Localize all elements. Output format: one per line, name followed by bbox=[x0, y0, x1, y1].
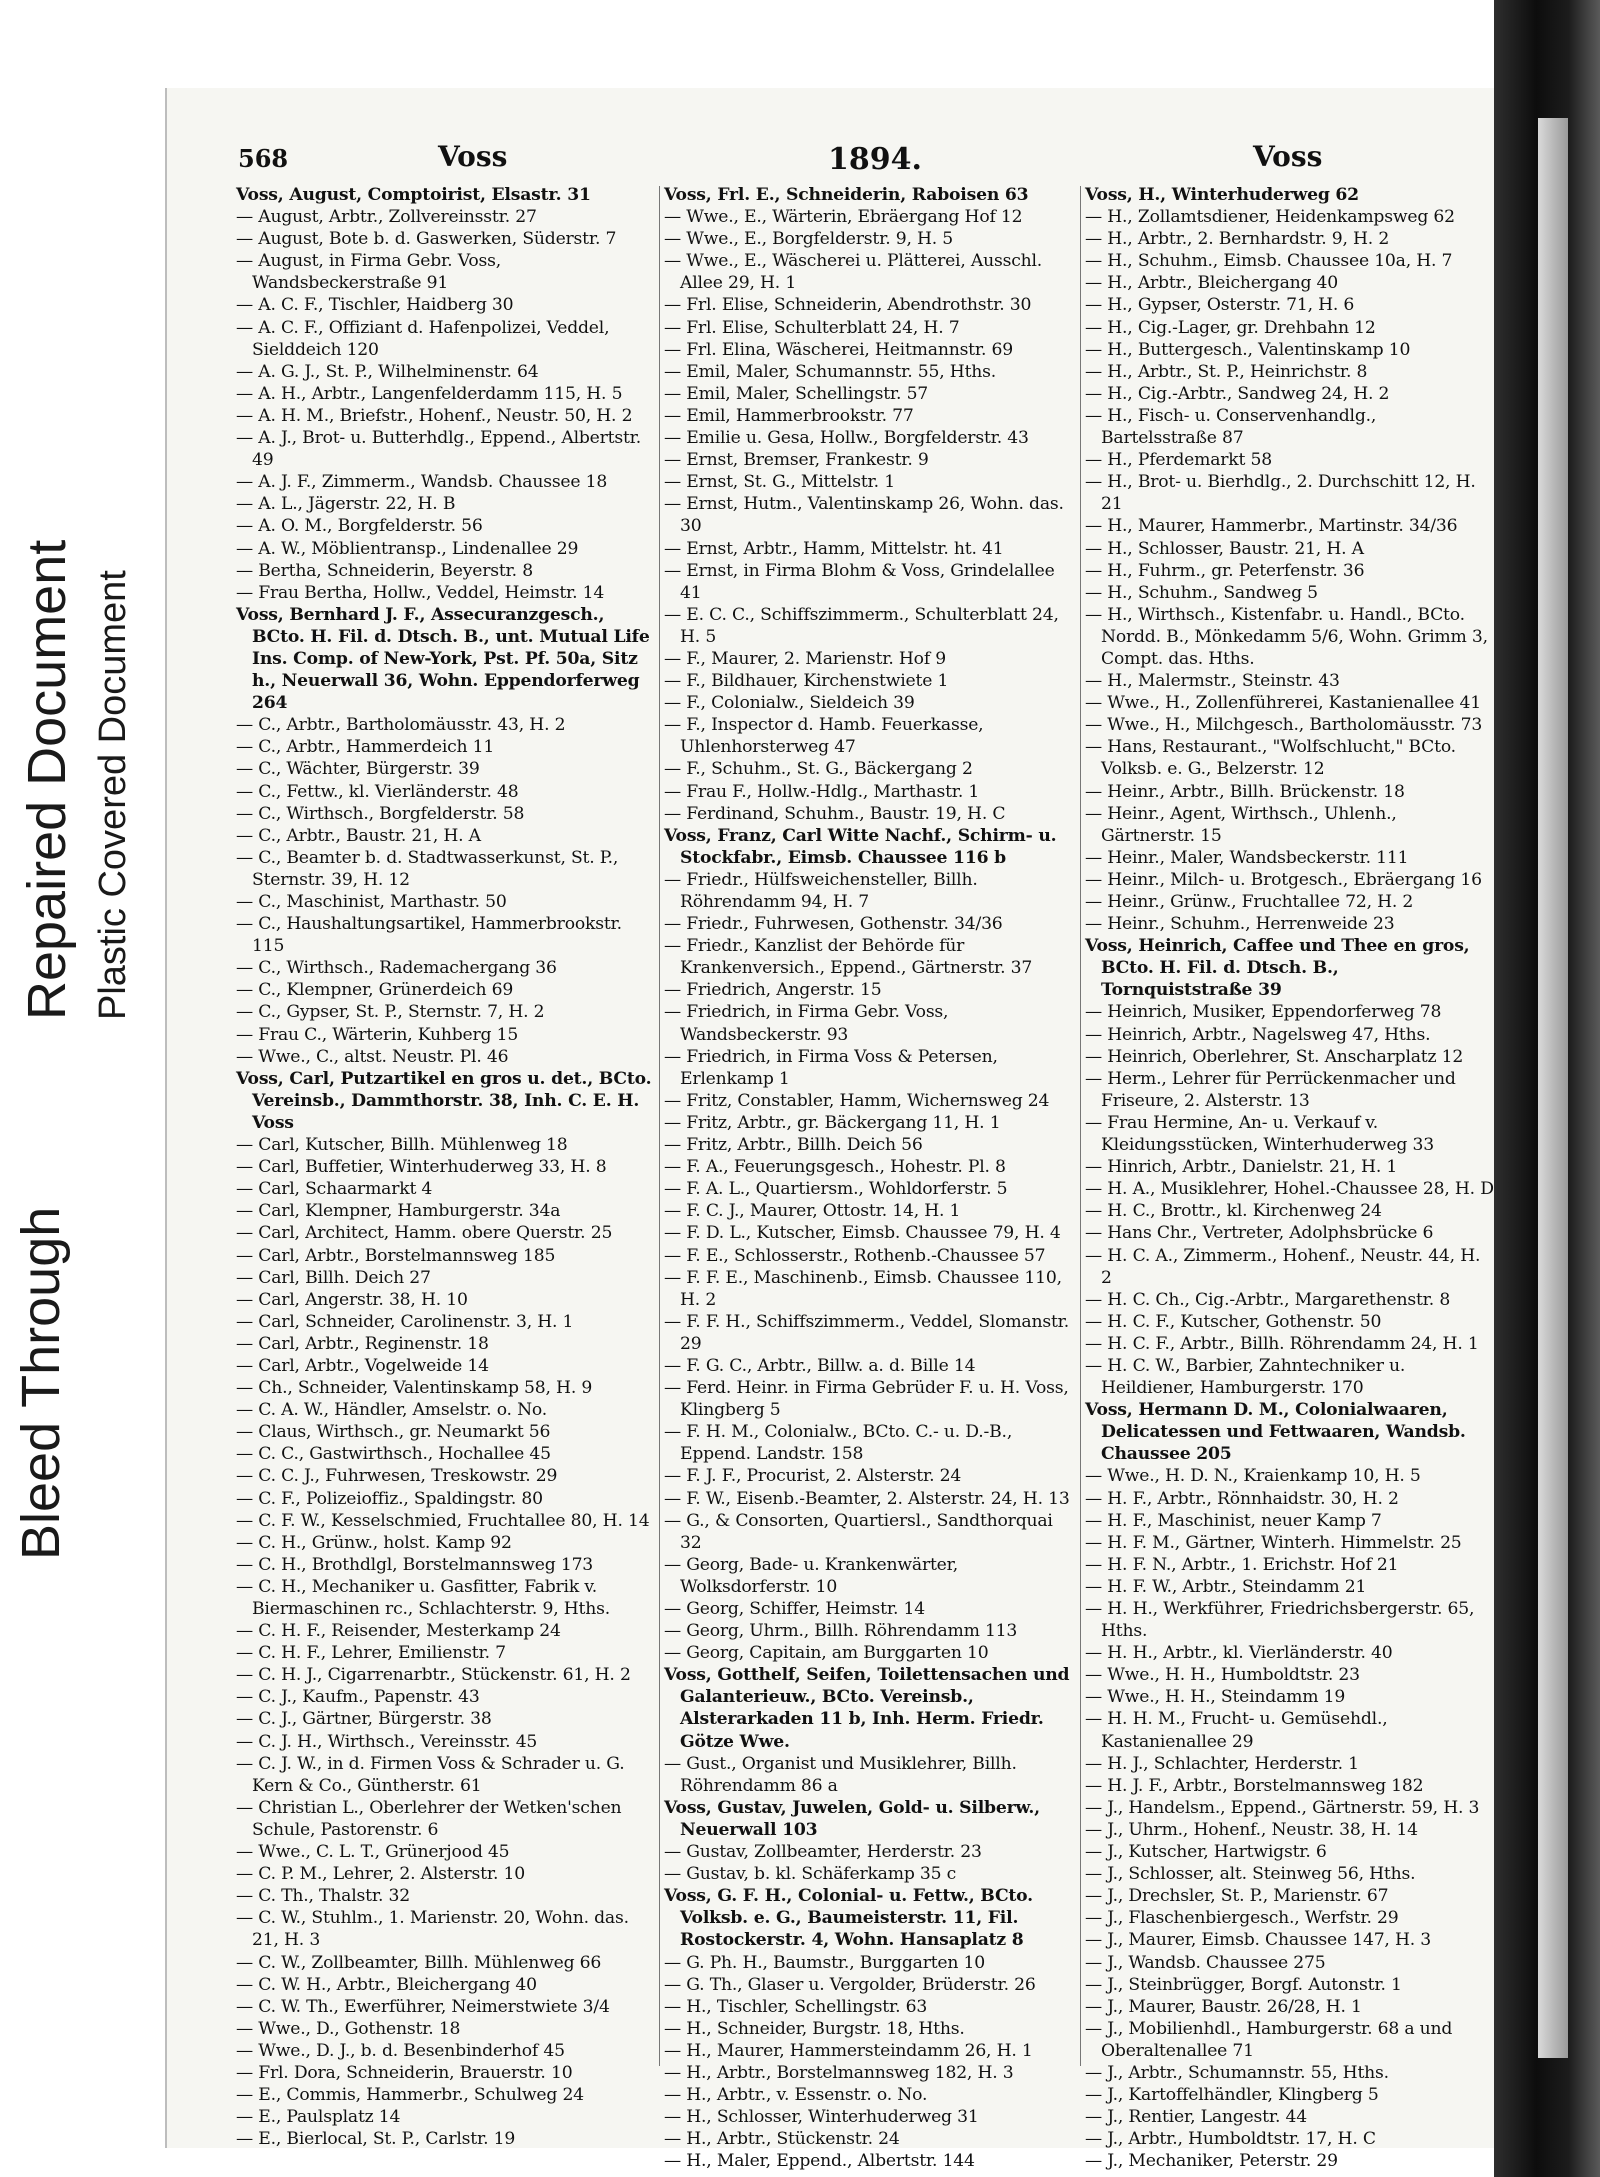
directory-entry: — Carl, Arbtr., Reginenstr. 18 bbox=[236, 1333, 489, 1354]
directory-entry: — J., Arbtr., Schumannstr. 55, Hths. bbox=[1085, 2062, 1389, 2083]
directory-entry: — H., Tischler, Schellingstr. 63 bbox=[664, 1996, 928, 2017]
column-rule-2 bbox=[1080, 186, 1081, 2066]
directory-entry: Voss, Frl. E., Schneiderin, Raboisen 63 bbox=[664, 185, 1029, 205]
directory-entry: — H., Schuhm., Eimsb. Chaussee 10a, H. 7 bbox=[1085, 251, 1453, 272]
directory-entry: — F. J. F., Procurist, 2. Alsterstr. 24 bbox=[664, 1466, 962, 1487]
directory-entry: — Frl. Elise, Schneiderin, Abendrothstr. 30 bbox=[664, 295, 1032, 316]
directory-entry: — Georg, Bade- u. Krankenwärter, Wolksdorferstr. 10 bbox=[664, 1554, 959, 1597]
directory-entry: — F. G. C., Arbtr., Billw. a. d. Bille 14 bbox=[664, 1355, 976, 1376]
directory-entry: — F., Inspector d. Hamb. Feuerkasse, Uhlenhorsterweg 47 bbox=[664, 715, 984, 758]
directory-entry: — A. C. F., Offiziant d. Hafenpolizei, Veddel, Sielddeich 120 bbox=[236, 317, 610, 360]
directory-entry: — H., Maurer, Hammerbr., Martinstr. 34/36 bbox=[1085, 516, 1458, 537]
directory-entry: — A. J., Brot- u. Butterhdlg., Eppend., Albertstr. 49 bbox=[236, 428, 642, 471]
directory-entry: — F. H. M., Colonialw., BCto. C.- u. D.-B., Eppend. Landstr. 158 bbox=[664, 1422, 1013, 1465]
directory-entry: — C., Arbtr., Bartholomäusstr. 43, H. 2 bbox=[236, 715, 566, 736]
directory-entry: — Carl, Schneider, Carolinenstr. 3, H. 1 bbox=[236, 1311, 574, 1332]
directory-entry: — C., Wächter, Bürgerstr. 39 bbox=[236, 759, 480, 780]
directory-entry: — C., Wirthsch., Rademachergang 36 bbox=[236, 958, 557, 979]
directory-entry: — C. F., Polizeioffiz., Spaldingstr. 80 bbox=[236, 1488, 543, 1509]
directory-entry: — H. F. W., Arbtr., Steindamm 21 bbox=[1085, 1576, 1367, 1597]
directory-entry: — F. C. J., Maurer, Ottostr. 14, H. 1 bbox=[664, 1201, 961, 1222]
directory-entry: — H., Fisch- u. Conservenhandlg., Bartelsstraße 87 bbox=[1085, 405, 1377, 449]
directory-entry: — C. H. J., Cigarrenarbtr., Stückenstr. 61, H. 2 bbox=[236, 1665, 631, 1686]
directory-entry: — Gustav, b. kl. Schäferkamp 35 c bbox=[664, 1864, 957, 1885]
directory-entry: — Wwe., C., altst. Neustr. Pl. 46 bbox=[236, 1046, 509, 1067]
directory-entry: — H., Schneider, Burgstr. 18, Hths. bbox=[664, 2018, 965, 2039]
directory-entry: — H., Brot- u. Bierhdlg., 2. Durchschitt 12, H. 21 bbox=[1085, 472, 1476, 515]
directory-entry: — Heinr., Grünw., Fruchtallee 72, H. 2 bbox=[1085, 892, 1414, 912]
directory-entry: — F., Colonialw., Sieldeich 39 bbox=[664, 693, 915, 714]
directory-entry: — C., Wirthsch., Borgfelderstr. 58 bbox=[236, 803, 525, 824]
directory-entry: — H. J. F., Arbtr., Borstelmannsweg 182 bbox=[1085, 1775, 1424, 1796]
directory-entry: — Ernst, in Firma Blohm & Voss, Grindelallee 41 bbox=[664, 560, 1055, 603]
directory-entry: — C. P. M., Lehrer, 2. Alsterstr. 10 bbox=[236, 1864, 525, 1885]
directory-entry: — H. C. W., Barbier, Zahntechniker u. Heildiener, Hamburgerstr. 170 bbox=[1085, 1355, 1406, 1399]
directory-entry: — H., Schuhm., Sandweg 5 bbox=[1085, 582, 1318, 603]
directory-entry: — Wwe., E., Wärterin, Ebräergang Hof 12 bbox=[664, 207, 1023, 228]
directory-entry: — Georg, Uhrm., Billh. Röhrendamm 113 bbox=[664, 1621, 1018, 1642]
directory-entry: — Frl. Elina, Wäscherei, Heitmannstr. 69 bbox=[664, 339, 1014, 360]
directory-entry: — Ernst, Arbtr., Hamm, Mittelstr. ht. 41 bbox=[664, 538, 1004, 559]
directory-entry: — F., Maurer, 2. Marienstr. Hof 9 bbox=[664, 648, 946, 669]
directory-entry: — Fritz, Arbtr., gr. Bäckergang 11, H. 1 bbox=[664, 1112, 1001, 1133]
directory-entry: — G. Ph. H., Baumstr., Burggarten 10 bbox=[664, 1952, 985, 1973]
repaired-document-label: Repaired Document bbox=[17, 539, 77, 1020]
directory-entry: — Friedr., Fuhrwesen, Gothenstr. 34/36 bbox=[664, 914, 1003, 935]
directory-entry: — Wwe., D., Gothenstr. 18 bbox=[236, 2018, 461, 2039]
directory-entry: — H., Maurer, Hammersteindamm 26, H. 1 bbox=[664, 2040, 1033, 2061]
directory-entry: — Gustav, Zollbeamter, Herderstr. 23 bbox=[664, 1842, 982, 1863]
directory-entry: — H., Pferdemarkt 58 bbox=[1085, 450, 1272, 471]
directory-entry: — H. C. F., Kutscher, Gothenstr. 50 bbox=[1085, 1311, 1382, 1332]
directory-entry: — F., Bildhauer, Kirchenstwiete 1 bbox=[664, 671, 949, 692]
directory-entry: — H. H., Werkführer, Friedrichsbergerstr. 65, Hths. bbox=[1085, 1599, 1475, 1642]
page-header bbox=[238, 140, 1548, 184]
directory-entry: — C. C., Gastwirthsch., Hochallee 45 bbox=[236, 1444, 551, 1465]
column-rule-1 bbox=[659, 186, 660, 2066]
directory-entry: — Christian L., Oberlehrer der Wetken'schen Schule, Pastorenstr. 6 bbox=[236, 1797, 622, 1840]
directory-entry: — Heinr., Schuhm., Herrenweide 23 bbox=[1085, 914, 1395, 935]
page-number: 568 bbox=[238, 144, 289, 173]
directory-entry: — Friedrich, in Firma Gebr. Voss, Wandsbeckerstr. 93 bbox=[664, 1002, 949, 1045]
directory-entry: — C. J., Kaufm., Papenstr. 43 bbox=[236, 1687, 480, 1708]
directory-entry: — J., Kutscher, Hartwigstr. 6 bbox=[1085, 1842, 1327, 1863]
directory-entry: — H., Gypser, Osterstr. 71, H. 6 bbox=[1085, 295, 1355, 316]
directory-entry: — Friedrich, in Firma Voss & Petersen, Erlenkamp 1 bbox=[664, 1046, 998, 1089]
page-spine-edge bbox=[1538, 118, 1568, 2058]
directory-entry: — Georg, Schiffer, Heimstr. 14 bbox=[664, 1599, 925, 1619]
directory-entry: — C. H., Mechaniker u. Gasfitter, Fabrik v. Biermaschinen rc., Schlachterstr. 9, Hths. bbox=[236, 1576, 610, 1619]
directory-entry: — August, Bote b. d. Gaswerken, Süderstr. 7 bbox=[236, 229, 617, 250]
directory-entry: — C. H., Grünw., holst. Kamp 92 bbox=[236, 1532, 512, 1553]
directory-entry: Voss, Hermann D. M., Colonialwaaren, Delicatessen und Fettwaaren, Wandsb. Chaussee 205 bbox=[1085, 1400, 1466, 1465]
directory-entry: Voss, H., Winterhuderweg 62 bbox=[1085, 185, 1359, 205]
directory-entry: — Ernst, Hutm., Valentinskamp 26, Wohn. das. 30 bbox=[664, 494, 1064, 537]
directory-entry: — C. F. W., Kesselschmied, Fruchtallee 80, H. 14 bbox=[236, 1510, 650, 1531]
directory-entry: — H. H. M., Frucht- u. Gemüsehdl., Kastanienallee 29 bbox=[1085, 1709, 1388, 1752]
directory-entry: — C., Haushaltungsartikel, Hammerbrookstr. 115 bbox=[236, 914, 622, 957]
directory-entry: — C. W. H., Arbtr., Bleichergang 40 bbox=[236, 1974, 537, 1995]
directory-entry: — C. J., Gärtner, Bürgerstr. 38 bbox=[236, 1709, 492, 1730]
directory-entry: — J., Schlosser, alt. Steinweg 56, Hths. bbox=[1085, 1864, 1416, 1885]
directory-entry: — H., Schlosser, Baustr. 21, H. A bbox=[1085, 538, 1364, 559]
directory-entry: — E., Bierlocal, St. P., Carlstr. 19 bbox=[236, 2129, 516, 2150]
directory-entry: — A. G. J., St. P., Wilhelminenstr. 64 bbox=[236, 361, 539, 382]
directory-entry: — A. W., Möblientransp., Lindenallee 29 bbox=[236, 538, 579, 559]
directory-entry: — C. C. J., Fuhrwesen, Treskowstr. 29 bbox=[236, 1466, 558, 1487]
directory-entry: — H., Cig.-Lager, gr. Drehbahn 12 bbox=[1085, 317, 1376, 338]
directory-entry: — Wwe., E., Borgfelderstr. 9, H. 5 bbox=[664, 229, 954, 250]
directory-entry: — Emil, Maler, Schumannstr. 55, Hths. bbox=[664, 361, 997, 382]
directory-entry: — J., Maurer, Eimsb. Chaussee 147, H. 3 bbox=[1085, 1930, 1432, 1951]
directory-entry: — Fritz, Arbtr., Billh. Deich 56 bbox=[664, 1135, 923, 1156]
directory-entry: — Friedr., Kanzlist der Behörde für Krankenversich., Eppend., Gärtnerstr. 37 bbox=[664, 936, 1033, 979]
directory-entry: — J., Uhrm., Hohenf., Neustr. 38, H. 14 bbox=[1085, 1819, 1418, 1840]
directory-entry: — Emil, Maler, Schellingstr. 57 bbox=[664, 383, 929, 404]
directory-entry: — J., Drechsler, St. P., Marienstr. 67 bbox=[1085, 1886, 1389, 1907]
right-running-head: Voss bbox=[1253, 140, 1323, 173]
directory-entry: — Hans Chr., Vertreter, Adolphsbrücke 6 bbox=[1085, 1223, 1434, 1244]
directory-entry: — Frau Hermine, An- u. Verkauf v. Kleidungsstücken, Winterhuderweg 33 bbox=[1085, 1112, 1434, 1156]
directory-entry: — August, Arbtr., Zollvereinsstr. 27 bbox=[236, 207, 537, 228]
directory-entry: — H., Maler, Eppend., Albertstr. 144 bbox=[664, 2151, 975, 2172]
directory-entry: — Emilie u. Gesa, Hollw., Borgfelderstr. 43 bbox=[664, 428, 1029, 449]
directory-entry: — E., Commis, Hammerbr., Schulweg 24 bbox=[236, 2085, 584, 2106]
directory-entry: — F. A. L., Quartiersm., Wohldorferstr. 5 bbox=[664, 1179, 1008, 1200]
directory-entry: Voss, Bernhard J. F., Assecuranzgesch., BCto. H. Fil. d. Dtsch. B., unt. Mutual Life Ins. Comp. of New-York, Pst. Pf. 50a, Sitz h., Neuerwall 36, Wohn. Eppendorferweg 264 bbox=[236, 604, 650, 714]
directory-entry: — Hans, Restaurant., "Wolfschlucht," BCto. Volksb. e. G., Belzerstr. 12 bbox=[1085, 737, 1456, 780]
directory-entry: — Wwe., H., Milchgesch., Bartholomäusstr. 73 bbox=[1085, 715, 1483, 736]
directory-entry: — H., Malermstr., Steinstr. 43 bbox=[1085, 671, 1340, 692]
directory-column-3 bbox=[1085, 184, 1495, 2172]
directory-entry: — Emil, Hammerbrookstr. 77 bbox=[664, 405, 914, 426]
directory-entry: — C. J. H., Wirthsch., Vereinsstr. 45 bbox=[236, 1731, 538, 1752]
directory-entry: — Heinr., Maler, Wandsbeckerstr. 111 bbox=[1085, 847, 1409, 868]
directory-entry: — F. W., Eisenb.-Beamter, 2. Alsterstr. 24, H. 13 bbox=[664, 1488, 1070, 1509]
directory-entry: — C., Arbtr., Baustr. 21, H. A bbox=[236, 825, 481, 846]
directory-entry: — C. H. F., Lehrer, Emilienstr. 7 bbox=[236, 1643, 506, 1664]
directory-entry: — J., Wandsb. Chaussee 275 bbox=[1085, 1952, 1326, 1973]
directory-entry: Voss, Franz, Carl Witte Nachf., Schirm- u. Stockfabr., Eimsb. Chaussee 116 b bbox=[664, 825, 1057, 868]
directory-entry: — A. L., Jägerstr. 22, H. B bbox=[236, 494, 456, 515]
directory-entry: — C., Beamter b. d. Stadtwasserkunst, St. P., Sternstr. 39, H. 12 bbox=[236, 847, 619, 890]
directory-entry: — A. O. M., Borgfelderstr. 56 bbox=[236, 516, 483, 537]
directory-entry: — H. C. F., Arbtr., Billh. Röhrendamm 24, H. 1 bbox=[1085, 1333, 1479, 1354]
directory-entry: — Wwe., E., Wäscherei u. Plätterei, Ausschl. Allee 29, H. 1 bbox=[664, 251, 1043, 294]
directory-entry: — Claus, Wirthsch., gr. Neumarkt 56 bbox=[236, 1422, 551, 1443]
directory-entry: Voss, Heinrich, Caffee und Thee en gros, BCto. H. Fil. d. Dtsch. B., Tornquiststraße 39 bbox=[1085, 936, 1470, 1001]
directory-entry: — H. F., Maschinist, neuer Kamp 7 bbox=[1085, 1510, 1382, 1531]
directory-entry: — Heinr., Agent, Wirthsch., Uhlenh., Gärtnerstr. 15 bbox=[1085, 803, 1397, 846]
directory-entry: Voss, G. F. H., Colonial- u. Fettw., BCto. Volksb. e. G., Baumeisterstr. 11, Fil. Rostockerstr. 4, Wohn. Hansaplatz 8 bbox=[664, 1886, 1033, 1951]
directory-entry: — Frl. Dora, Schneiderin, Brauerstr. 10 bbox=[236, 2062, 573, 2083]
directory-entry: Voss, Gustav, Juwelen, Gold- u. Silberw., Neuerwall 103 bbox=[664, 1797, 1040, 1840]
directory-entry: — A. H. M., Briefstr., Hohenf., Neustr. 50, H. 2 bbox=[236, 405, 633, 426]
directory-entry: — H. C. A., Zimmerm., Hohenf., Neustr. 44, H. 2 bbox=[1085, 1245, 1481, 1288]
directory-entry: — Ch., Schneider, Valentinskamp 58, H. 9 bbox=[236, 1378, 593, 1399]
directory-entry: — Heinr., Arbtr., Billh. Brückenstr. 18 bbox=[1085, 781, 1405, 802]
directory-entry: — F. D. L., Kutscher, Eimsb. Chaussee 79, H. 4 bbox=[664, 1223, 1061, 1244]
directory-entry: — H. H., Arbtr., kl. Vierländerstr. 40 bbox=[1085, 1643, 1393, 1664]
directory-entry: — C. W., Zollbeamter, Billh. Mühlenweg 66 bbox=[236, 1952, 602, 1973]
directory-entry: — H., Arbtr., 2. Bernhardstr. 9, H. 2 bbox=[1085, 229, 1390, 250]
directory-entry: — J., Kartoffelhändler, Klingberg 5 bbox=[1085, 2085, 1379, 2106]
directory-entry: — C. J. W., in d. Firmen Voss & Schrader u. G. Kern & Co., Güntherstr. 61 bbox=[236, 1753, 625, 1796]
directory-entry: Voss, Carl, Putzartikel en gros u. det., BCto. Vereinsb., Dammthorstr. 38, Inh. C. E. H. Voss bbox=[236, 1068, 652, 1133]
directory-entry: — G., & Consorten, Quartiersl., Sandthorquai 32 bbox=[664, 1510, 1053, 1553]
directory-entry: — C., Maschinist, Marthastr. 50 bbox=[236, 892, 507, 912]
directory-entry: — G. Th., Glaser u. Vergolder, Brüderstr. 26 bbox=[664, 1974, 1036, 1995]
directory-entry: — Wwe., C. L. T., Grünerjood 45 bbox=[236, 1842, 510, 1863]
directory-entry: — Carl, Buffetier, Winterhuderweg 33, H. 8 bbox=[236, 1157, 607, 1178]
directory-entry: — A. C. F., Tischler, Haidberg 30 bbox=[236, 295, 514, 316]
directory-entry: — Ferd. Heinr. in Firma Gebrüder F. u. H. Voss, Klingberg 5 bbox=[664, 1378, 1069, 1421]
directory-entry: — Ernst, St. G., Mittelstr. 1 bbox=[664, 472, 895, 493]
directory-entry: — Carl, Schaarmarkt 4 bbox=[236, 1179, 433, 1200]
directory-entry: — Carl, Architect, Hamm. obere Querstr. 25 bbox=[236, 1223, 613, 1244]
directory-entry: — Herm., Lehrer für Perrückenmacher und Friseure, 2. Alsterstr. 13 bbox=[1085, 1068, 1456, 1111]
directory-entry: — C. Th., Thalstr. 32 bbox=[236, 1886, 410, 1907]
directory-entry: — Carl, Arbtr., Vogelweide 14 bbox=[236, 1355, 489, 1376]
directory-entry: — Gust., Organist und Musiklehrer, Billh. Röhrendamm 86 a bbox=[664, 1753, 1017, 1796]
directory-entry: — A. J. F., Zimmerm., Wandsb. Chaussee 18 bbox=[236, 472, 608, 493]
directory-entry: — J., Handelsm., Eppend., Gärtnerstr. 59, H. 3 bbox=[1085, 1797, 1480, 1818]
directory-entry: — H., Schlosser, Winterhuderweg 31 bbox=[664, 2107, 979, 2128]
directory-entry: — C., Arbtr., Hammerdeich 11 bbox=[236, 737, 495, 758]
directory-entry: — Wwe., D. J., b. d. Besenbinderhof 45 bbox=[236, 2040, 565, 2061]
directory-entry: — H. F. M., Gärtner, Winterh. Himmelstr. 25 bbox=[1085, 1532, 1462, 1553]
directory-entry: — Carl, Klempner, Hamburgerstr. 34a bbox=[236, 1201, 561, 1222]
directory-entry: — C. W. Th., Ewerführer, Neimerstwiete 3/4 bbox=[236, 1996, 610, 2017]
directory-entry: — Friedr., Hülfsweichensteller, Billh. Röhrendamm 94, H. 7 bbox=[664, 869, 978, 912]
bleed-through-label: Bleed Through bbox=[11, 1206, 71, 1560]
directory-entry: — C. W., Stuhlm., 1. Marienstr. 20, Wohn. das. 21, H. 3 bbox=[236, 1908, 629, 1951]
directory-entry: — H. F., Arbtr., Rönnhaidstr. 30, H. 2 bbox=[1085, 1488, 1399, 1509]
left-running-head: Voss bbox=[438, 140, 508, 173]
directory-entry: — J., Mobilienhdl., Hamburgerstr. 68 a und Oberaltenallee 71 bbox=[1085, 2018, 1453, 2061]
directory-entry: — H. C., Brottr., kl. Kirchenweg 24 bbox=[1085, 1201, 1382, 1222]
directory-entry: — H., Cig.-Arbtr., Sandweg 24, H. 2 bbox=[1085, 383, 1390, 404]
directory-entry: — F. A., Feuerungsgesch., Hohestr. Pl. 8 bbox=[664, 1157, 1006, 1178]
directory-entry: — Bertha, Schneiderin, Beyerstr. 8 bbox=[236, 560, 533, 581]
directory-entry: — E. C. C., Schiffszimmerm., Schulterblatt 24, H. 5 bbox=[664, 604, 1059, 647]
directory-entry: — Heinrich, Arbtr., Nagelsweg 47, Hths. bbox=[1085, 1024, 1431, 1045]
directory-entry: — H. J., Schlachter, Herderstr. 1 bbox=[1085, 1753, 1359, 1774]
directory-entry: — C. H. F., Reisender, Mesterkamp 24 bbox=[236, 1621, 561, 1642]
directory-entry: — H. A., Musiklehrer, Hohel.-Chaussee 28, H. D bbox=[1085, 1179, 1494, 1200]
directory-entry: — Carl, Arbtr., Borstelmannsweg 185 bbox=[236, 1245, 556, 1266]
directory-entry: Voss, August, Comptoirist, Elsastr. 31 bbox=[236, 185, 591, 205]
directory-entry: — H., Arbtr., v. Essenstr. o. No. bbox=[664, 2085, 928, 2106]
directory-entry: — E., Paulsplatz 14 bbox=[236, 2107, 401, 2128]
side-label-area bbox=[0, 0, 160, 2177]
directory-entry: — Carl, Billh. Deich 27 bbox=[236, 1267, 431, 1288]
year-heading: 1894. bbox=[828, 142, 922, 177]
directory-entry: — H., Arbtr., Borstelmannsweg 182, H. 3 bbox=[664, 2062, 1014, 2083]
directory-entry: — Wwe., H. D. N., Kraienkamp 10, H. 5 bbox=[1085, 1466, 1421, 1487]
directory-entry: — H. C. Ch., Cig.-Arbtr., Margarethenstr. 8 bbox=[1085, 1289, 1451, 1310]
directory-entry: — Frau Bertha, Hollw., Veddel, Heimstr. 14 bbox=[236, 582, 605, 603]
directory-entry: — J., Rentier, Langestr. 44 bbox=[1085, 2107, 1307, 2128]
directory-entry: — Fritz, Constabler, Hamm, Wichernsweg 24 bbox=[664, 1090, 1050, 1111]
directory-entry: — H. F. N., Arbtr., 1. Erichstr. Hof 21 bbox=[1085, 1554, 1399, 1575]
directory-entry: — Frl. Elise, Schulterblatt 24, H. 7 bbox=[664, 317, 960, 338]
directory-entry: — August, in Firma Gebr. Voss, Wandsbeckerstraße 91 bbox=[236, 251, 501, 294]
directory-entry: — Friedrich, Angerstr. 15 bbox=[664, 980, 882, 1001]
directory-entry: — C., Fettw., kl. Vierländerstr. 48 bbox=[236, 781, 519, 802]
directory-entry: — Heinrich, Musiker, Eppendorferweg 78 bbox=[1085, 1002, 1442, 1023]
directory-entry: — Wwe., H. H., Steindamm 19 bbox=[1085, 1687, 1346, 1708]
directory-entry: — Georg, Capitain, am Burggarten 10 bbox=[664, 1643, 989, 1664]
directory-entry: — C., Gypser, St. P., Sternstr. 7, H. 2 bbox=[236, 1002, 545, 1023]
directory-entry: — Wwe., H., Zollenführerei, Kastanienallee 41 bbox=[1085, 693, 1481, 714]
directory-entry: — Heinr., Milch- u. Brotgesch., Ebräergang 16 bbox=[1085, 869, 1482, 890]
directory-entry: — Carl, Kutscher, Billh. Mühlenweg 18 bbox=[236, 1135, 568, 1156]
directory-column-1 bbox=[236, 184, 654, 2150]
directory-entry: — H., Arbtr., St. P., Heinrichstr. 8 bbox=[1085, 361, 1368, 382]
directory-entry: — H., Fuhrm., gr. Peterfenstr. 36 bbox=[1085, 560, 1365, 581]
directory-entry: — J., Arbtr., Humboldtstr. 17, H. C bbox=[1085, 2129, 1376, 2150]
directory-entry: — C. H., Brothdlgl, Borstelmannsweg 173 bbox=[236, 1554, 594, 1575]
directory-entry: — Carl, Angerstr. 38, H. 10 bbox=[236, 1289, 468, 1310]
directory-entry: — Frau F., Hollw.-Hdlg., Marthastr. 1 bbox=[664, 781, 980, 802]
directory-entry: — Wwe., H. H., Humboldtstr. 23 bbox=[1085, 1665, 1360, 1686]
directory-entry: — H., Zollamtsdiener, Heidenkampsweg 62 bbox=[1085, 207, 1455, 228]
directory-entry: — H., Buttergesch., Valentinskamp 10 bbox=[1085, 339, 1411, 360]
directory-entry: — F., Schuhm., St. G., Bäckergang 2 bbox=[664, 759, 973, 780]
directory-entry: — F. E., Schlosserstr., Rothenb.-Chaussee 57 bbox=[664, 1245, 1046, 1266]
plastic-covered-label: Plastic Covered Document bbox=[92, 570, 134, 1020]
directory-entry: — J., Flaschenbiergesch., Werfstr. 29 bbox=[1085, 1908, 1399, 1929]
directory-entry: — A. H., Arbtr., Langenfelderdamm 115, H. 5 bbox=[236, 383, 623, 404]
directory-entry: — C., Klempner, Grünerdeich 69 bbox=[236, 980, 514, 1001]
directory-entry: — Ernst, Bremser, Frankestr. 9 bbox=[664, 450, 929, 471]
directory-entry: — Hinrich, Arbtr., Danielstr. 21, H. 1 bbox=[1085, 1157, 1398, 1178]
directory-entry: — J., Mechaniker, Peterstr. 29 bbox=[1085, 2151, 1338, 2172]
directory-entry: Voss, Gotthelf, Seifen, Toilettensachen und Galanterieuw., BCto. Vereinsb., Alsterarkaden 11 b, Inh. Herm. Friedr. Götze Wwe. bbox=[664, 1665, 1070, 1752]
directory-entry: — H., Wirthsch., Kistenfabr. u. Handl., BCto. Nordd. B., Mönkedamm 5/6, Wohn. Grimm 3, Compt. das. Hths. bbox=[1085, 604, 1488, 669]
directory-entry: — F. F. H., Schiffszimmerm., Veddel, Slomanstr. 29 bbox=[664, 1311, 1070, 1354]
directory-entry: — J., Maurer, Baustr. 26/28, H. 1 bbox=[1085, 1996, 1362, 2017]
directory-entry: — H., Arbtr., Stückenstr. 24 bbox=[664, 2129, 900, 2150]
directory-column-2 bbox=[664, 184, 1074, 2172]
directory-entry: — J., Steinbrügger, Borgf. Autonstr. 1 bbox=[1085, 1974, 1402, 1995]
directory-entry: — H., Arbtr., Bleichergang 40 bbox=[1085, 273, 1339, 294]
directory-entry: — Ferdinand, Schuhm., Baustr. 19, H. C bbox=[664, 803, 1006, 824]
directory-entry: — Heinrich, Oberlehrer, St. Anscharplatz 12 bbox=[1085, 1046, 1464, 1067]
directory-entry: — C. A. W., Händler, Amselstr. o. No. bbox=[236, 1400, 548, 1421]
directory-entry: — F. F. E., Maschinenb., Eimsb. Chaussee 110, H. 2 bbox=[664, 1267, 1062, 1310]
directory-entry: — Frau C., Wärterin, Kuhberg 15 bbox=[236, 1024, 519, 1045]
